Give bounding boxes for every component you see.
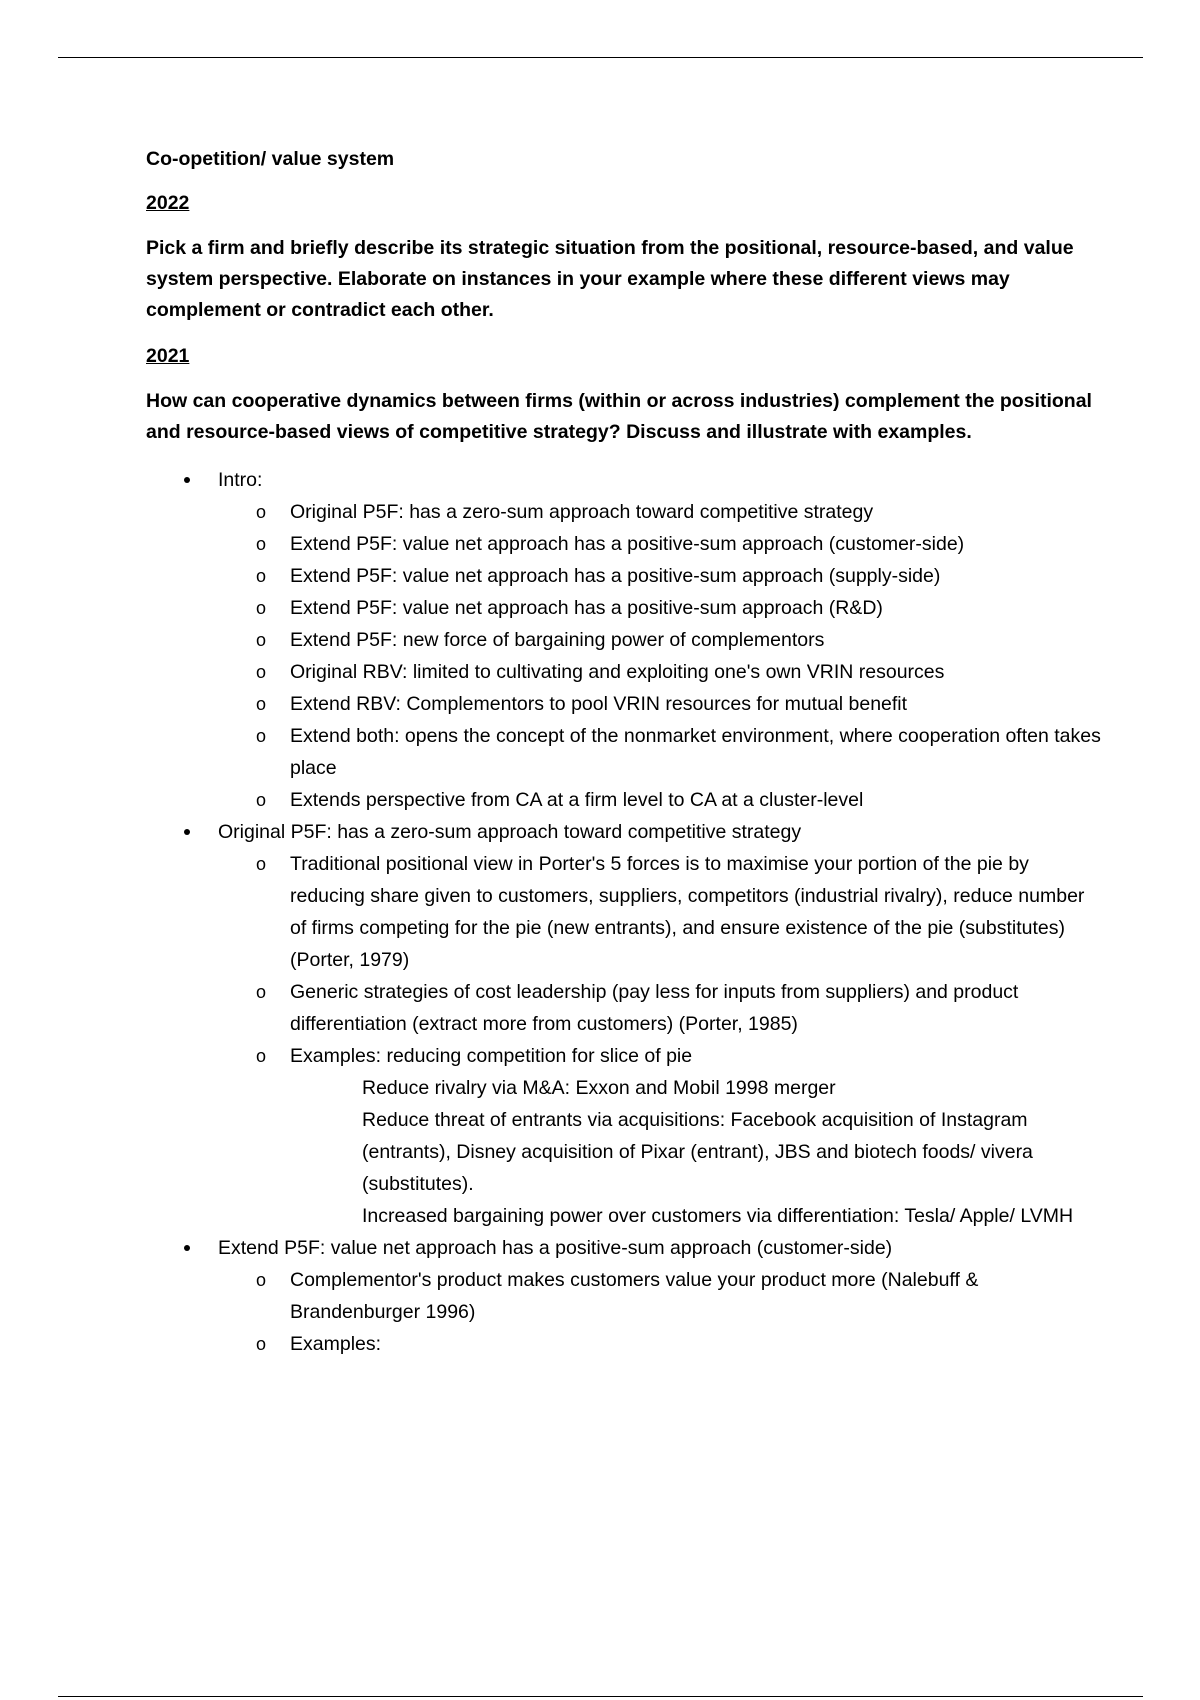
- bullet-circle-icon: [146, 1328, 218, 1360]
- list-item: [290, 560, 1106, 592]
- bullet-square-icon: [146, 1200, 218, 1219]
- list-item-text: Extend P5F: value net approach has a positive-sum approach (supply-side): [290, 565, 941, 587]
- list-item: [362, 1200, 1106, 1232]
- bullet-square-icon: [146, 1072, 218, 1091]
- bullet-circle-icon: [146, 848, 218, 880]
- list-item-text: Increased bargaining power over customers via differentiation: Tesla/ Apple/ LVMH: [362, 1205, 1074, 1227]
- header-rule: [58, 57, 1143, 58]
- list-item: [290, 592, 1106, 624]
- list-item-text: Reduce rivalry via M&A: Exxon and Mobil 1998 merger: [362, 1077, 836, 1099]
- list-item-text: Extend RBV: Complementors to pool VRIN resources for mutual benefit: [290, 693, 908, 715]
- list-item: [290, 656, 1106, 688]
- list-item-text: Extend both: opens the concept of the nonmarket environment, where cooperation often takes place: [290, 725, 1101, 779]
- bullet-circle-icon: [146, 1040, 218, 1072]
- list-item: [290, 624, 1106, 656]
- list-item: [290, 848, 1106, 976]
- list-item-text: Examples:: [290, 1333, 382, 1355]
- list-item-text: Extend P5F: value net approach has a positive-sum approach (R&D): [290, 597, 883, 619]
- outline-list: [146, 464, 1106, 1360]
- list-item: [290, 496, 1106, 528]
- bullet-circle-icon: [146, 592, 218, 624]
- sub-sub-list: [290, 1072, 1106, 1232]
- list-item-text: Extends perspective from CA at a firm level to CA at a cluster-level: [290, 789, 864, 811]
- document-title: Co-opetition/ value system: [146, 148, 395, 170]
- bullet-circle-icon: [146, 720, 218, 752]
- list-item: [290, 1040, 1106, 1232]
- bullet-disc-icon: [146, 464, 218, 483]
- section-year: 2021: [146, 345, 190, 367]
- bullet-circle-icon: [146, 496, 218, 528]
- list-item-text: Original RBV: limited to cultivating and exploiting one's own VRIN resources: [290, 661, 945, 683]
- list-item-text: Original P5F: has a zero-sum approach toward competitive strategy: [290, 501, 874, 523]
- bullet-circle-icon: [146, 528, 218, 560]
- section-question: How can cooperative dynamics between firms (within or across industries) complement the positional and resource-based views of competitive strategy? Discuss and illustrate with examples.: [146, 390, 1092, 443]
- sub-list: [218, 1264, 1106, 1360]
- sub-list: [218, 848, 1106, 1232]
- section-year: 2022: [146, 192, 190, 214]
- bullet-disc-icon: [146, 1232, 218, 1251]
- footer-rule: [58, 1696, 1143, 1697]
- list-item: [290, 1328, 1106, 1360]
- list-item-text: Original P5F: has a zero-sum approach toward competitive strategy: [218, 821, 802, 843]
- bullet-circle-icon: [146, 976, 218, 1008]
- list-item: [290, 976, 1106, 1040]
- list-item: [218, 816, 1106, 1232]
- bullet-circle-icon: [146, 688, 218, 720]
- list-item-text: Intro:: [218, 469, 263, 491]
- document-body: [146, 145, 1106, 1360]
- list-item-text: Extend P5F: new force of bargaining power of complementors: [290, 629, 825, 651]
- list-item: [218, 1232, 1106, 1360]
- list-item-text: Extend P5F: value net approach has a positive-sum approach (customer-side): [290, 533, 965, 555]
- list-item: [290, 1264, 1106, 1328]
- list-item: [290, 528, 1106, 560]
- bullet-disc-icon: [146, 816, 218, 835]
- list-item: [218, 464, 1106, 816]
- bullet-square-icon: [146, 1104, 218, 1123]
- list-item: [362, 1072, 1106, 1104]
- sub-list: [218, 496, 1106, 816]
- list-item-text: Generic strategies of cost leadership (pay less for inputs from suppliers) and product differentiation (extract more from customers) (Porter, 1985): [290, 981, 1019, 1035]
- bullet-circle-icon: [146, 624, 218, 656]
- list-item-text: Traditional positional view in Porter's 5 forces is to maximise your portion of the pie by reducing share given to customers, suppliers, competitors (industrial rivalry), reduce number of firms competing for the pie (new entrants), and ensure existence of the pie (substitutes) (Porter, 1979): [290, 853, 1085, 971]
- list-item-text: Examples: reducing competition for slice of pie: [290, 1045, 693, 1067]
- list-item: [362, 1104, 1106, 1200]
- bullet-circle-icon: [146, 560, 218, 592]
- list-item-text: Extend P5F: value net approach has a positive-sum approach (customer-side): [218, 1237, 893, 1259]
- list-item-text: Complementor's product makes customers value your product more (Nalebuff & Brandenburger 1996): [290, 1269, 979, 1323]
- bullet-circle-icon: [146, 656, 218, 688]
- section-question: Pick a firm and briefly describe its strategic situation from the positional, resource-based, and value system perspective. Elaborate on instances in your example where these different views may complement or contradict each other.: [146, 237, 1074, 321]
- list-item: [290, 688, 1106, 720]
- bullet-circle-icon: [146, 784, 218, 816]
- list-item: [290, 784, 1106, 816]
- list-item: [290, 720, 1106, 784]
- bullet-circle-icon: [146, 1264, 218, 1296]
- list-item-text: Reduce threat of entrants via acquisitions: Facebook acquisition of Instagram (entrants), Disney acquisition of Pixar (entrant), JBS and biotech foods/ vivera (substitutes).: [362, 1109, 1033, 1195]
